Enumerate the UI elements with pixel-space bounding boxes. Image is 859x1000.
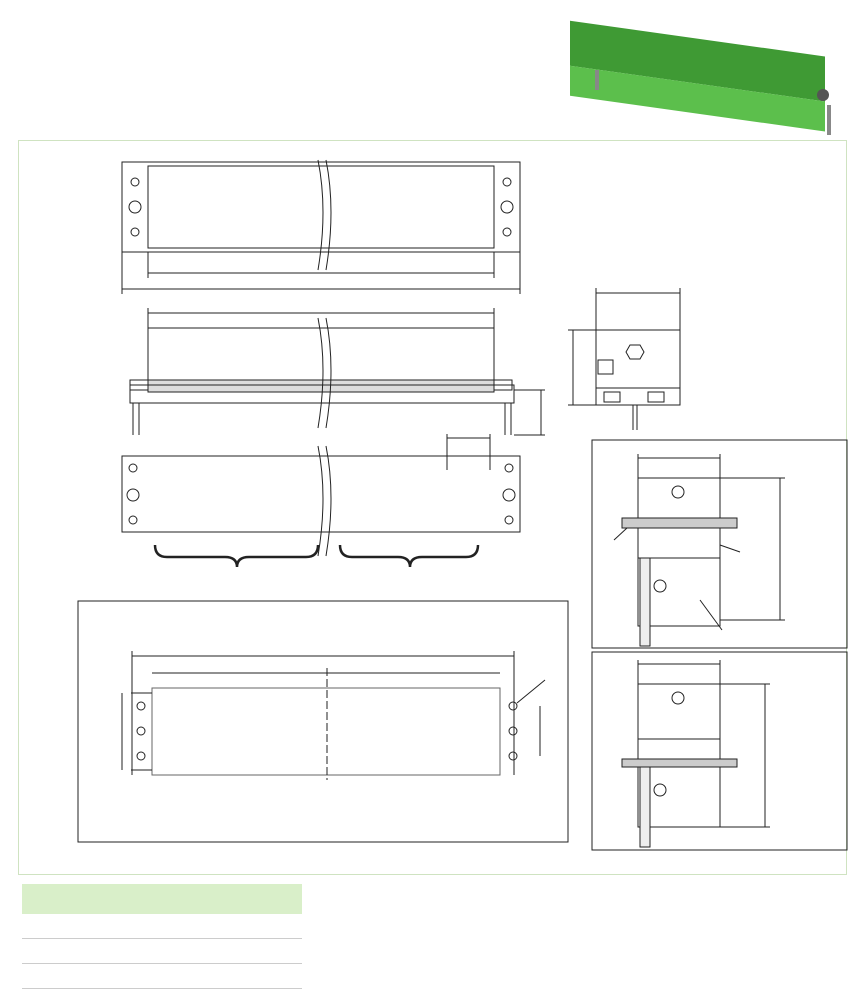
- top-view: [122, 160, 520, 294]
- rear-mount-view: [592, 652, 847, 850]
- table-row: [22, 964, 302, 989]
- front-mount-view: [592, 440, 847, 648]
- side-view: [568, 288, 680, 430]
- table-row: [22, 914, 302, 939]
- model-table: [22, 884, 302, 989]
- table-header: [22, 884, 302, 914]
- table-row: [22, 939, 302, 964]
- front-view: [130, 308, 545, 435]
- bottom-view: [122, 434, 520, 567]
- panel-cutout-view: [78, 601, 568, 842]
